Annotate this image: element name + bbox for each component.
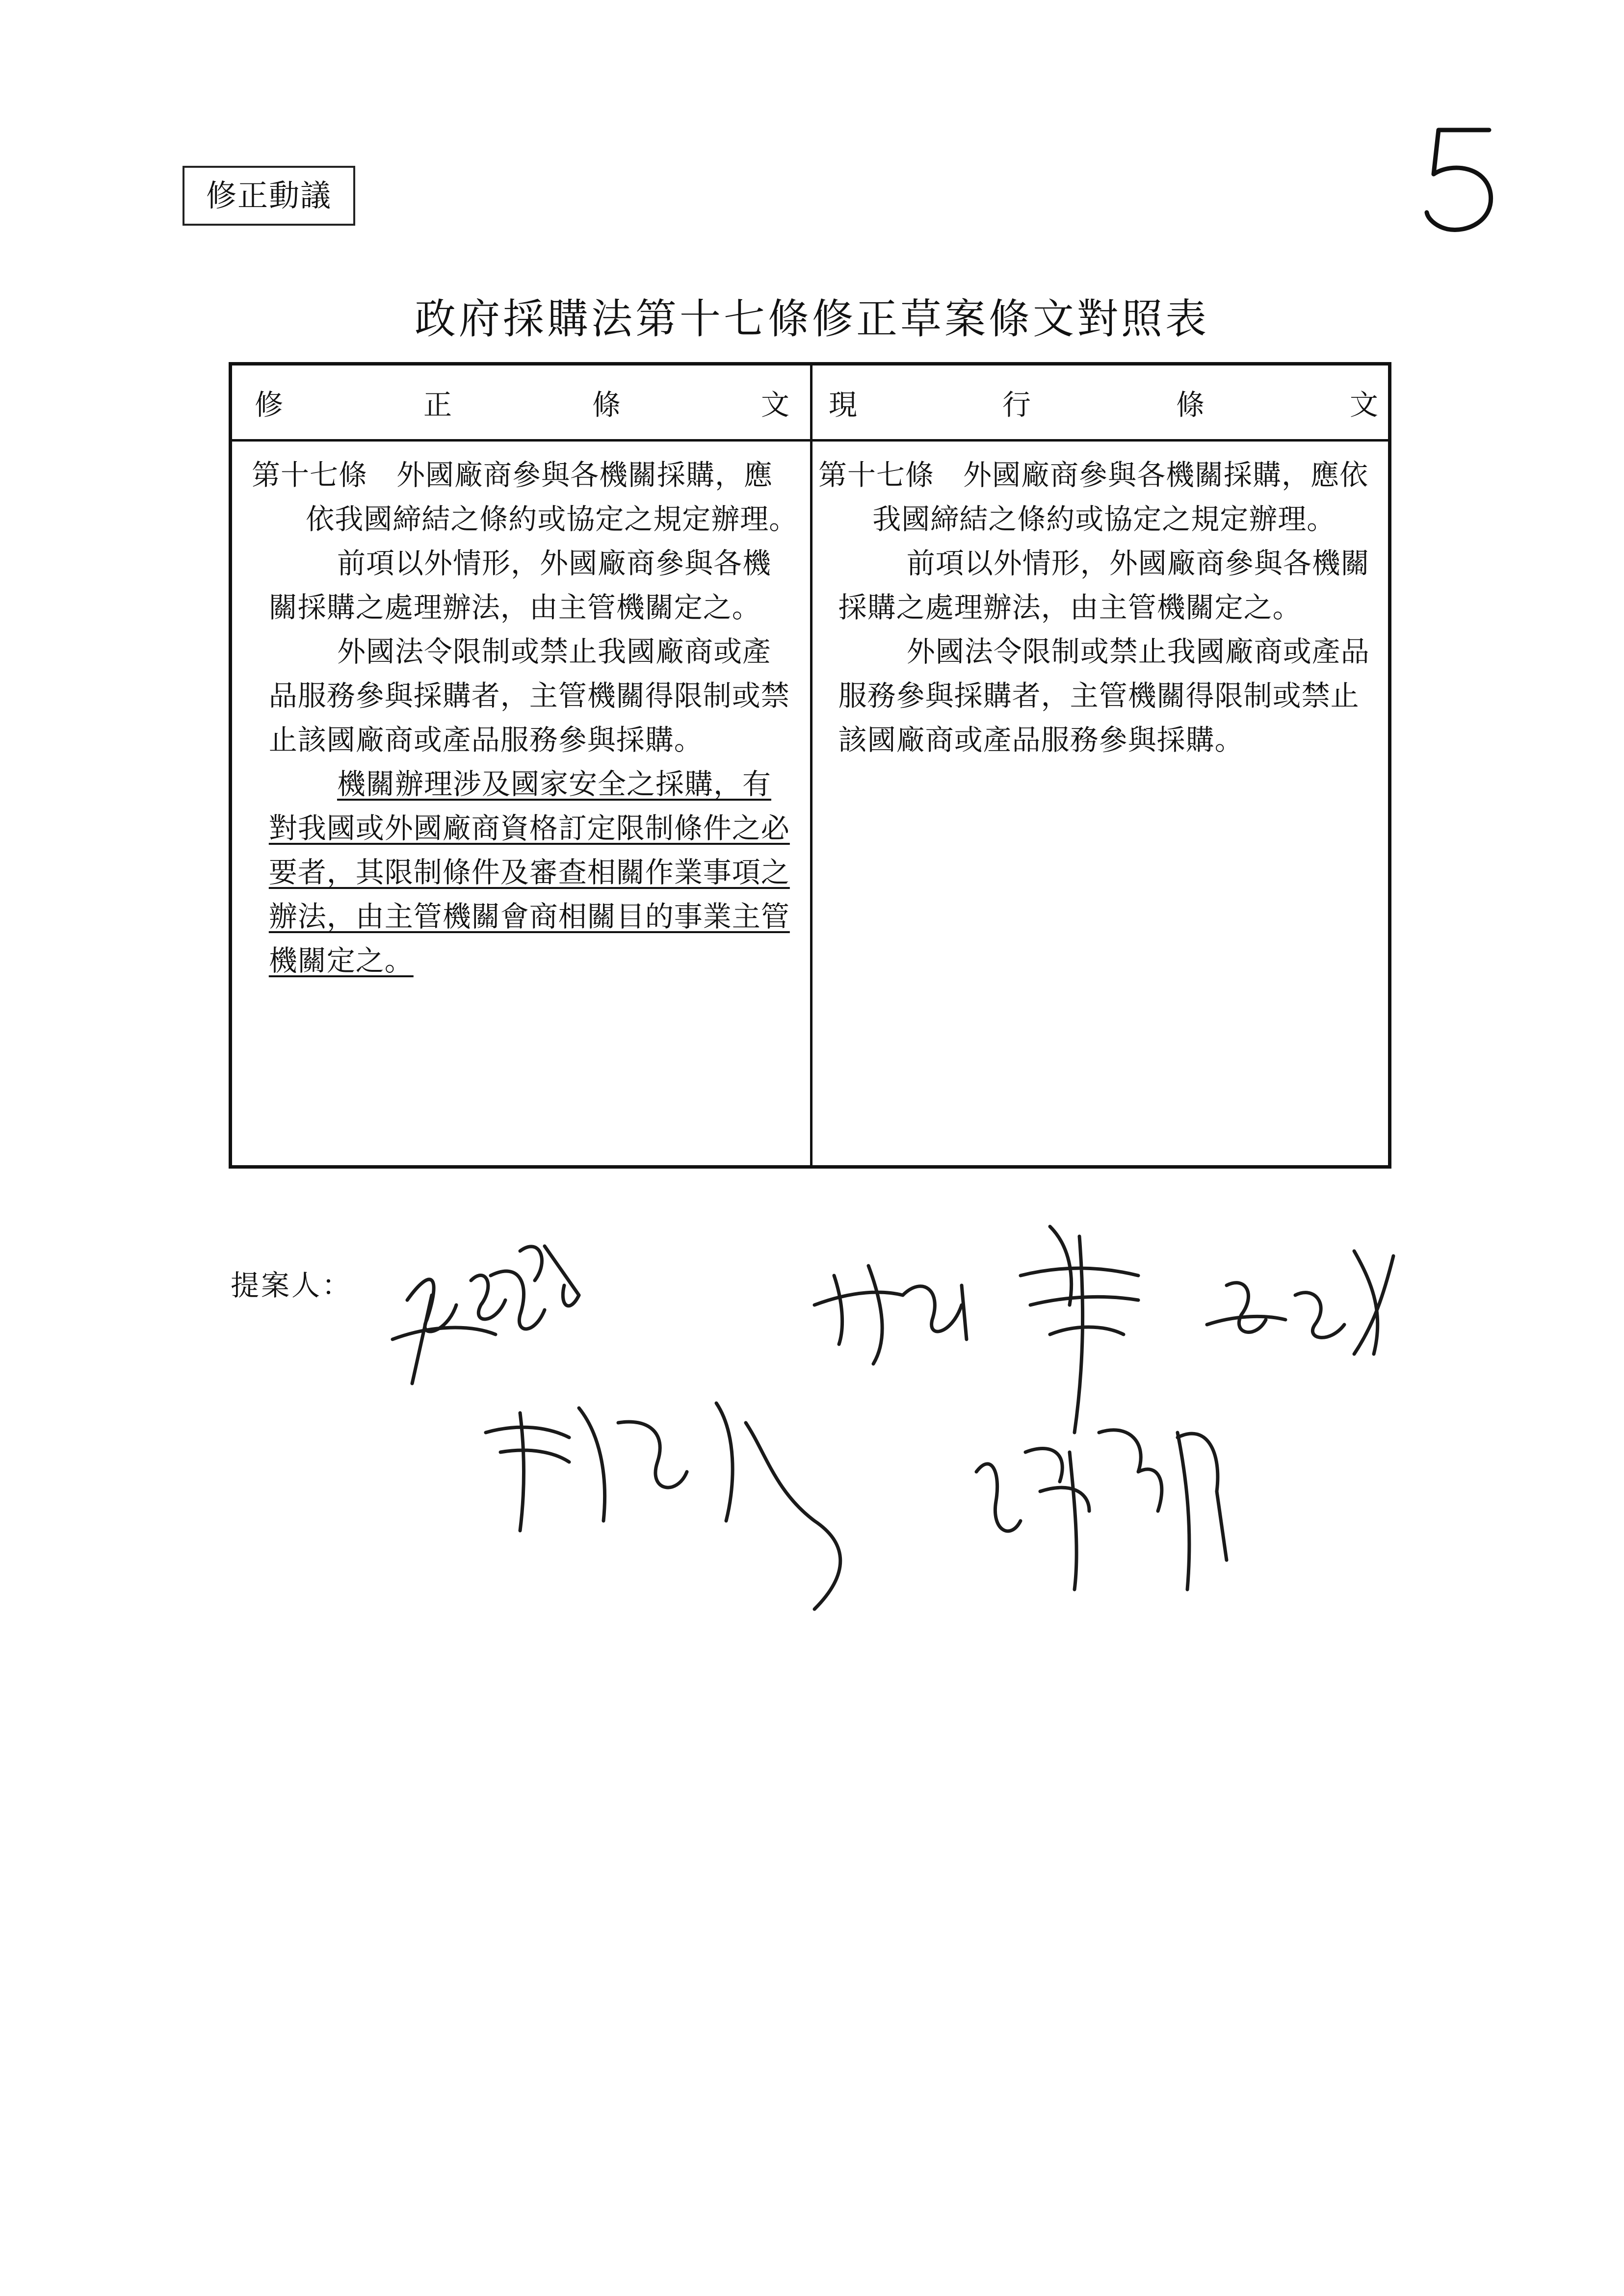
current-paragraph-1: 第十七條 外國廠商參與各機關採購，應依我國締結之條約或協定之規定辦理。 — [818, 458, 1369, 536]
header-current-text — [829, 385, 1378, 424]
current-paragraph-3: 外國法令限制或禁止我國廠商或產品服務參與採購者，主管機關得限制或禁止該國廠商或產品服務參與採購。 — [838, 635, 1370, 757]
signature-5 — [486, 1403, 840, 1609]
amended-paragraph-1: 第十七條 外國廠商參與各機關採購，應依我國締結之條約或協定之規定辦理。 — [252, 458, 798, 536]
header-char: 行 — [1002, 388, 1031, 421]
header-char: 文 — [1349, 388, 1378, 421]
amended-text-column — [252, 453, 799, 983]
comparison-table — [229, 362, 1391, 1169]
signature-3 — [1021, 1226, 1138, 1433]
header-amended-text — [255, 385, 789, 424]
signature-6 — [976, 1430, 1227, 1590]
proposer-label: 提案人： — [231, 1269, 353, 1302]
motion-type-badge: 修正動議 — [183, 166, 355, 226]
header-char: 條 — [592, 388, 621, 421]
handwritten-page-number — [1408, 120, 1506, 238]
header-char: 文 — [760, 388, 789, 421]
document-title: 政府採購法第十七條修正草案條文對照表 — [414, 295, 1209, 343]
amended-paragraph-3: 外國法令限制或禁止我國廠商或產品服務參與採購者，主管機關得限制或禁止該國廠商或產品服務參與採購。 — [268, 635, 790, 757]
handwritten-signatures — [373, 1177, 1482, 1668]
amended-paragraph-4-new: 機關辦理涉及國家安全之採購，有對我國或外國廠商資格訂定限制條件之必要者，其限制條件及審查相關作業事項之辦法，由主管機關會商相關目的事業主管機關定之。 — [268, 767, 790, 977]
header-char: 正 — [423, 388, 452, 421]
current-text-column — [818, 453, 1388, 762]
current-paragraph-2: 前項以外情形，外國廠商參與各機關採購之處理辦法，由主管機關定之。 — [838, 547, 1370, 624]
header-char: 條 — [1176, 388, 1205, 421]
signature-1 — [393, 1246, 579, 1383]
header-char: 現 — [829, 388, 858, 421]
amended-paragraph-2: 前項以外情形，外國廠商參與各機關採購之處理辦法，由主管機關定之。 — [268, 547, 771, 624]
signature-2 — [814, 1266, 967, 1364]
column-divider — [810, 365, 812, 1165]
signature-4 — [1207, 1251, 1393, 1354]
header-char: 修 — [255, 388, 284, 421]
header-divider — [232, 439, 1388, 442]
